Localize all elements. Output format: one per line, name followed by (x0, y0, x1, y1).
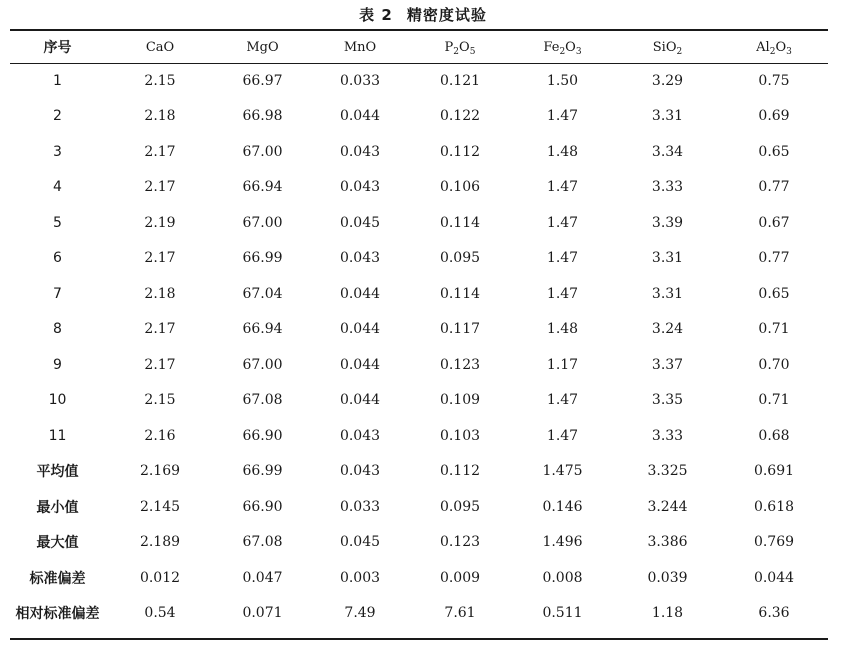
table-cell: 0.69 (758, 108, 790, 125)
table-cell: 0.109 (439, 392, 481, 409)
subscript: 2 (559, 46, 566, 57)
table-cell: 2.17 (144, 250, 176, 267)
table-cell: 0.044 (339, 321, 381, 338)
table-number: 表 2 (359, 6, 393, 24)
table-row (10, 418, 828, 454)
table-cell: 1.17 (546, 356, 579, 373)
table-cell: 0.044 (339, 285, 381, 302)
table-cell: 3.29 (651, 72, 684, 89)
formula-part: Fe (543, 39, 560, 55)
table-cell: 67.00 (242, 356, 283, 373)
table-cell: 2.16 (144, 427, 176, 444)
table-cell: 0.71 (758, 392, 790, 409)
table-row (10, 241, 828, 277)
table-cell: 0.769 (753, 534, 795, 551)
table-cell: 0.77 (758, 179, 790, 196)
subscript: 2 (453, 46, 460, 57)
table-cell: 1.496 (542, 534, 583, 551)
table-cell: 2.145 (139, 498, 181, 515)
table-body (10, 63, 828, 631)
table-row (10, 347, 828, 383)
column-header (410, 31, 510, 63)
table-cell: 0.71 (758, 321, 790, 338)
table-cell: 0.045 (339, 534, 381, 551)
table-cell: 3.33 (651, 427, 684, 444)
table-cell: 2.169 (139, 463, 181, 480)
table-cell: 0.68 (758, 427, 790, 444)
table-cell: 1.47 (546, 392, 579, 409)
table-cell: 0.103 (439, 427, 481, 444)
table-cell: 0.123 (439, 534, 481, 551)
table-cell: 7.49 (344, 605, 376, 622)
table-cell: 67.00 (242, 143, 283, 160)
table-cell: 1.48 (546, 143, 579, 160)
subscript: 2 (676, 46, 683, 57)
table-cell: 7.61 (444, 605, 476, 622)
table-cell: 3.386 (647, 534, 688, 551)
formula-part: O (459, 39, 470, 55)
table-cell: 3.33 (651, 179, 684, 196)
table-cell: 3.37 (651, 356, 684, 373)
table-cell: 66.94 (242, 321, 283, 338)
table-title: 精密度试验 (406, 6, 487, 24)
table-cell: 0.65 (758, 285, 790, 302)
header-row (10, 31, 828, 63)
table-cell: 0.043 (339, 250, 381, 267)
table-cell: 0.65 (758, 143, 790, 160)
table-cell: 3.31 (651, 250, 684, 267)
summary-row (10, 560, 828, 596)
table-cell: 0.77 (758, 250, 790, 267)
table-cell: 2.18 (144, 285, 176, 302)
row-label: 5 (53, 214, 62, 231)
table-cell: 0.003 (339, 569, 381, 586)
table-cell: 2.18 (144, 108, 176, 125)
table-cell: 0.044 (339, 108, 381, 125)
table-cell: 3.31 (651, 285, 684, 302)
row-label: 平均值 (36, 464, 79, 481)
subscript: 2 (769, 46, 776, 57)
table-cell: 66.90 (242, 498, 283, 515)
table-cell: 3.325 (647, 463, 688, 480)
table-cell: 67.00 (242, 214, 283, 231)
table-cell: 0.121 (439, 72, 481, 89)
table-cell: 0.033 (339, 72, 381, 89)
table-cell: 0.045 (339, 214, 381, 231)
table-cell: 1.47 (546, 179, 579, 196)
table-cell: 67.08 (242, 392, 283, 409)
table-row (10, 205, 828, 241)
table-cell: 2.17 (144, 356, 176, 373)
column-header: MnO (343, 39, 377, 55)
table-cell: 0.112 (439, 463, 481, 480)
table-cell: 0.043 (339, 463, 381, 480)
row-label: 标准偏差 (29, 570, 86, 587)
table-cell: 3.34 (651, 143, 684, 160)
table-cell: 0.123 (439, 356, 481, 373)
table-cell: 0.012 (139, 569, 181, 586)
column-header: CaO (145, 39, 175, 55)
table-cell: 6.36 (758, 605, 790, 622)
table-cell: 66.97 (242, 72, 283, 89)
table-cell: 66.99 (242, 250, 283, 267)
table-cell: 1.50 (546, 72, 579, 89)
subscript: 3 (575, 46, 582, 57)
table-cell: 0.047 (242, 569, 283, 586)
row-label: 9 (53, 356, 62, 373)
table-cell: 1.48 (546, 321, 579, 338)
table-cell: 0.67 (758, 214, 790, 231)
subscript: 5 (469, 46, 476, 57)
column-header (615, 31, 720, 63)
table-cell: 0.70 (758, 356, 790, 373)
formula-part: Al (756, 39, 770, 55)
table-cell: 3.31 (651, 108, 684, 125)
column-header: MgO (246, 39, 279, 55)
table-cell: 3.39 (651, 214, 684, 231)
column-header (510, 31, 615, 63)
row-label: 4 (53, 179, 62, 196)
table-cell: 66.98 (242, 108, 283, 125)
table-cell: 1.18 (651, 605, 684, 622)
table-cell: 0.112 (439, 143, 481, 160)
row-label: 11 (48, 427, 67, 444)
precision-table (10, 31, 828, 631)
table-row (10, 383, 828, 419)
table-cell: 0.106 (439, 179, 481, 196)
table-row (10, 99, 828, 135)
table-cell: 0.044 (339, 356, 381, 373)
table-cell: 0.043 (339, 427, 381, 444)
table-row (10, 276, 828, 312)
table-cell: 0.122 (439, 108, 481, 125)
table-cell: 2.19 (144, 214, 176, 231)
table-cell: 0.008 (542, 569, 583, 586)
table-cell: 0.618 (753, 498, 795, 515)
table-cell: 3.35 (651, 392, 684, 409)
table-cell: 0.146 (542, 498, 583, 515)
formula-part: O (565, 39, 576, 55)
table-cell: 0.043 (339, 143, 381, 160)
table-cell: 0.044 (753, 569, 795, 586)
column-header (720, 31, 828, 63)
column-header: 序号 (43, 40, 72, 56)
table-cell: 66.94 (242, 179, 283, 196)
subscript: 3 (786, 46, 792, 57)
table-cell: 1.47 (546, 108, 579, 125)
table-cell: 2.17 (144, 179, 176, 196)
table-cell: 0.691 (753, 463, 795, 480)
table-cell: 0.114 (439, 214, 481, 231)
summary-row (10, 596, 828, 632)
bottom-rule (10, 638, 828, 640)
table-cell: 0.009 (439, 569, 481, 586)
table-cell: 3.244 (647, 498, 688, 515)
row-label: 最大值 (36, 535, 79, 552)
table-cell: 2.17 (144, 143, 176, 160)
row-label: 10 (48, 392, 67, 409)
table-cell: 0.75 (758, 72, 790, 89)
table-row (10, 63, 828, 99)
table-cell: 1.47 (546, 214, 579, 231)
row-label: 1 (53, 72, 62, 89)
formula-part: SiO (652, 39, 677, 55)
table-cell: 1.47 (546, 285, 579, 302)
row-label: 8 (53, 321, 62, 338)
table-cell: 3.24 (651, 321, 684, 338)
table-cell: 0.043 (339, 179, 381, 196)
table-row (10, 170, 828, 206)
row-label: 相对标准偏差 (15, 606, 100, 623)
table-cell: 0.095 (439, 250, 481, 267)
table-cell: 0.54 (144, 605, 176, 622)
table-cell: 1.47 (546, 250, 579, 267)
table-cell: 0.511 (542, 605, 583, 622)
row-label: 2 (53, 108, 62, 125)
table-cell: 2.15 (144, 72, 176, 89)
table-cell: 0.095 (439, 498, 481, 515)
table-cell: 0.033 (339, 498, 381, 515)
table-cell: 2.15 (144, 392, 176, 409)
table-cell: 1.47 (546, 427, 579, 444)
table-cell: 2.17 (144, 321, 176, 338)
table-cell: 1.475 (542, 463, 583, 480)
table-cell: 67.08 (242, 534, 283, 551)
table-cell: 2.189 (139, 534, 181, 551)
table-cell: 66.99 (242, 463, 283, 480)
table-cell: 0.039 (647, 569, 688, 586)
table-cell: 0.044 (339, 392, 381, 409)
row-label: 7 (53, 285, 62, 302)
table-cell: 0.117 (439, 321, 481, 338)
table-cell: 66.90 (242, 427, 283, 444)
table-row (10, 134, 828, 170)
formula-part: P (444, 39, 454, 55)
table-cell: 0.071 (242, 605, 283, 622)
summary-row (10, 525, 828, 561)
table-cell: 67.04 (242, 285, 283, 302)
formula-part: O (775, 39, 787, 55)
table-row (10, 312, 828, 348)
summary-row (10, 454, 828, 490)
row-label: 最小值 (36, 499, 79, 516)
summary-row (10, 489, 828, 525)
row-label: 3 (53, 143, 62, 160)
row-label: 6 (53, 250, 62, 267)
table-caption (0, 4, 846, 25)
table-cell: 0.114 (439, 285, 481, 302)
